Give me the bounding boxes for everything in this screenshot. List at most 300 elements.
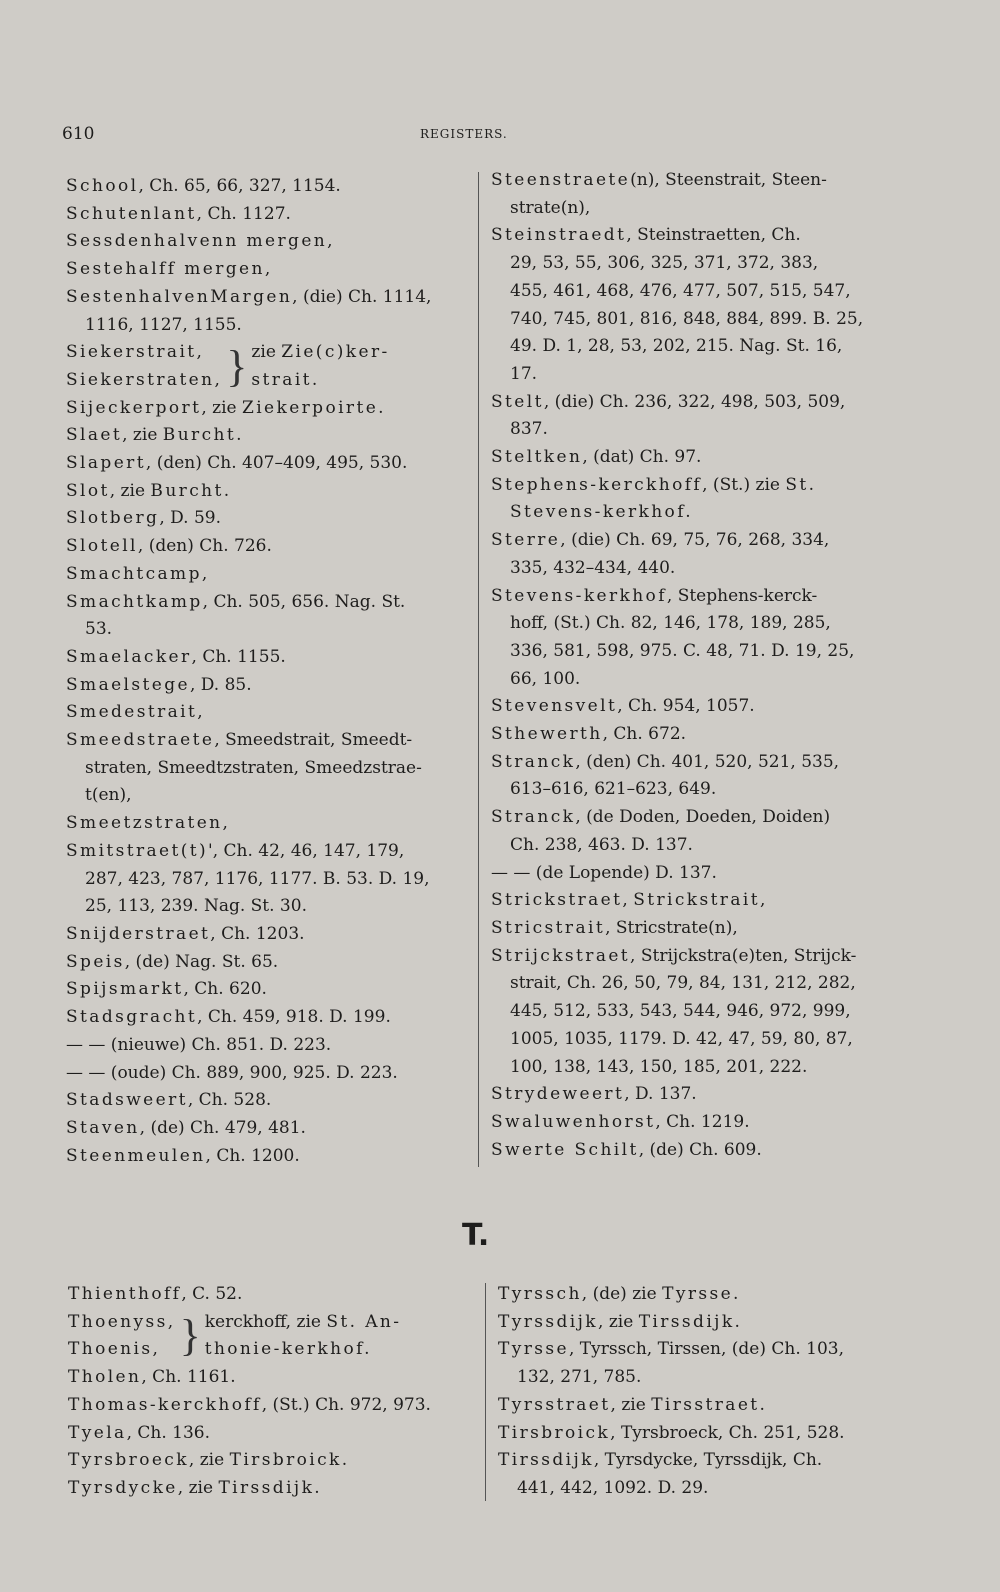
index-entry (66, 561, 461, 589)
entry-text: hoff, (St.) Ch. 82, 146, 178, 189, 285, (510, 613, 831, 634)
entry-line (66, 533, 461, 561)
index-entry (491, 860, 891, 888)
index-entry (498, 1281, 893, 1309)
entry-line (491, 361, 891, 389)
entry-text: 100, 138, 143, 150, 185, 201, 222. (510, 1056, 808, 1077)
headword: Stranck (491, 807, 576, 828)
entry-text: , zie (598, 1311, 639, 1332)
entry-text: , Ch. 1219. (655, 1111, 750, 1132)
headword: Siekerstraten, (66, 369, 223, 390)
entry-text: , D. 59. (159, 508, 221, 529)
entry-text: 17. (510, 363, 538, 384)
entry-text: 441, 442, 1092. D. 29. (517, 1477, 709, 1498)
entry-text: , (die) Ch. 69, 75, 76, 268, 334, (560, 530, 830, 551)
index-entry (491, 472, 891, 527)
headword: Tirsstraet. (651, 1394, 768, 1415)
entry-line (66, 173, 461, 201)
headword: Tyrsstraet (498, 1394, 611, 1415)
index-entry (491, 1109, 891, 1137)
page-number: 610 (62, 124, 95, 144)
entry-text: , Ch. 136. (126, 1422, 211, 1443)
headword: Stevensvelt (491, 696, 618, 717)
entry-line (498, 1336, 893, 1364)
headword: Strydeweert (491, 1084, 625, 1105)
headword: Ziekerpoirte. (241, 397, 386, 418)
entry-line (66, 1143, 461, 1171)
entry-line (66, 782, 461, 810)
entry-text: 29, 53, 55, 306, 325, 371, 372, 383, (510, 253, 819, 274)
index-entry (491, 804, 891, 859)
brace-target (251, 339, 389, 394)
index-entry (66, 1060, 461, 1088)
index-entry (66, 1115, 461, 1143)
headword: Stadsweert (66, 1090, 188, 1111)
entry-line (68, 1420, 463, 1448)
entry-line (491, 527, 891, 555)
index-entry (66, 201, 461, 229)
index-entry (498, 1309, 893, 1337)
headword: Siekerstrait, (66, 342, 205, 363)
entry-text: kerckhoff, zie (204, 1311, 327, 1332)
entry-line (66, 422, 461, 450)
entry-line (491, 250, 891, 278)
entry-text: straten, Smeedtzstraten, Smeedzstrae- (85, 757, 422, 778)
entry-text: , zie (201, 397, 242, 418)
entry-text: 287, 423, 787, 1176, 1177. B. 53. D. 19, (85, 868, 430, 889)
entry-line (491, 389, 891, 417)
headword: Sterre (491, 530, 561, 551)
entry-text: , Ch. 954, 1057. (617, 696, 755, 717)
index-entry (491, 1081, 891, 1109)
entry-line (498, 1309, 893, 1337)
entry-text: , Stricstrate(n), (605, 917, 738, 938)
entry-text: , (759, 890, 766, 911)
index-entry (66, 450, 461, 478)
entry-text: 335, 432–434, 440. (510, 557, 676, 578)
entry-text: 1005, 1035, 1179. D. 42, 47, 59, 80, 87, (510, 1028, 853, 1049)
entry-line (66, 838, 461, 866)
headword: Burcht. (162, 425, 244, 446)
entry-text: , zie (109, 480, 151, 501)
entry-line (491, 970, 891, 998)
entry-text: , zie (177, 1477, 219, 1498)
entry-line (66, 976, 461, 1004)
headword: Slotell (66, 536, 138, 557)
entry-text: , (den) Ch. 726. (137, 536, 272, 557)
entry-line (66, 561, 461, 589)
headword: Smeedstraete (66, 730, 215, 751)
entry-text: 49. D. 1, 28, 53, 202, 215. Nag. St. 16, (510, 336, 843, 357)
index-entry (491, 389, 891, 444)
index-entry (66, 1143, 461, 1171)
index-entry (498, 1447, 893, 1502)
entry-text: , (St.) zie (702, 474, 786, 495)
index-entry (491, 915, 891, 943)
entry-line (66, 949, 461, 977)
entry-line (498, 1281, 893, 1309)
entry-line (498, 1392, 893, 1420)
index-entry (66, 921, 461, 949)
entry-text: , (de) Nag. St. 65. (124, 951, 279, 972)
index-entry (66, 838, 461, 921)
entry-text: strait, Ch. 26, 50, 79, 84, 131, 212, 282, (510, 973, 856, 994)
index-entry (66, 1087, 461, 1115)
entry-text: , (die) Ch. 236, 322, 498, 503, 509, (543, 391, 846, 412)
entry-line (66, 644, 461, 672)
headword: Tyrssdijk (498, 1311, 599, 1332)
entry-text: , D. 137. (624, 1084, 697, 1105)
entry-line (66, 866, 461, 894)
headword: Slaet (66, 425, 123, 446)
headword: Thomas-kerckhoff (68, 1394, 262, 1415)
entry-text: , (den) Ch. 407–409, 495, 530. (145, 453, 408, 474)
index-entry (66, 284, 461, 339)
entry-line (491, 472, 891, 500)
entry-text: , zie (610, 1394, 652, 1415)
entry-line (66, 810, 461, 838)
entry-text: , (die) Ch. 1114, (292, 286, 432, 307)
entry-line (491, 167, 891, 195)
entry-text: , C. 52. (181, 1284, 243, 1304)
entry-text: — — (de Lopende) D. 137. (491, 862, 717, 883)
entry-line (491, 222, 891, 250)
entry-line (251, 367, 389, 395)
headword: Thoenyss, (68, 1311, 176, 1332)
entry-text: 132, 271, 785. (517, 1367, 642, 1388)
entry-text: , Ch. 1127. (196, 203, 291, 224)
entry-line (491, 832, 891, 860)
entry-line (66, 505, 461, 533)
entry-line (491, 915, 891, 943)
headword: Stevens-kerkhof (491, 585, 667, 606)
entry-line (68, 1392, 463, 1420)
entry-text: 1116, 1127, 1155. (85, 314, 242, 335)
index-entry (66, 810, 461, 838)
entry-line (205, 1336, 402, 1364)
headword: Stevens-kerkhof. (510, 502, 694, 523)
headword: Stricstrait (491, 917, 606, 938)
entry-line (491, 1081, 891, 1109)
entry-text: — — (oude) Ch. 889, 900, 925. D. 223. (66, 1062, 398, 1083)
index-entry (68, 1309, 463, 1364)
index-column-s-right (491, 167, 891, 1164)
entry-line (491, 583, 891, 611)
entry-text: , (den) Ch. 401, 520, 521, 535, (575, 751, 840, 772)
entry-text: , Ch. 528. (187, 1090, 272, 1111)
index-entry (66, 644, 461, 672)
entry-line (66, 727, 461, 755)
headword: Schutenlant (66, 203, 197, 224)
entry-line (491, 306, 891, 334)
headword: Smachtkamp (66, 591, 203, 612)
headword: Slapert (66, 453, 146, 474)
headword: Spijsmarkt (66, 979, 184, 1000)
index-entry (66, 533, 461, 561)
entry-text: , Stephens-kerck- (666, 585, 818, 606)
headword: Swerte Schilt (491, 1139, 639, 1160)
entry-line (66, 201, 461, 229)
headword: School (66, 176, 139, 196)
entry-text: strate(n), (510, 197, 591, 218)
headword: Tirssdijk. (638, 1311, 743, 1332)
entry-text: , Steinstraetten, Ch. (626, 225, 801, 246)
entry-line (66, 284, 461, 312)
index-entry (66, 478, 461, 506)
entry-line (66, 589, 461, 617)
entry-line (66, 755, 461, 783)
entry-line (498, 1420, 893, 1448)
entry-text: , (197, 702, 203, 723)
entry-line (491, 776, 891, 804)
headword: thonie-kerkhof. (204, 1339, 372, 1360)
headword: Tyrsse (498, 1339, 569, 1360)
entry-line (491, 887, 891, 915)
entry-line (68, 1475, 463, 1503)
headword: Sthewerth (491, 724, 603, 745)
entry-text: 66, 100. (510, 668, 581, 689)
index-entry (498, 1420, 893, 1448)
entry-line (68, 1364, 463, 1392)
entry-text: , (dat) Ch. 97. (582, 447, 702, 468)
entry-line (66, 699, 461, 727)
brace-target (205, 1309, 402, 1364)
index-entry (66, 699, 461, 727)
entry-line (491, 721, 891, 749)
headword: Speis (66, 951, 125, 972)
index-entry (68, 1281, 463, 1309)
index-entry (66, 672, 461, 700)
index-entry (498, 1336, 893, 1391)
entry-text: , Ch. 459, 918. D. 199. (197, 1007, 391, 1028)
index-entry (491, 887, 891, 915)
entry-line (491, 749, 891, 777)
entry-line (491, 610, 891, 638)
entry-line (491, 1137, 891, 1165)
entry-text: , (de) Ch. 609. (638, 1139, 762, 1160)
entry-line (66, 672, 461, 700)
headword: Tyrsdycke (68, 1477, 178, 1498)
headword: Smitstraet(t) (66, 840, 209, 861)
headword: Thienthoff (68, 1284, 182, 1304)
brace-names (68, 1309, 176, 1364)
entry-line (205, 1309, 402, 1337)
index-entry (66, 339, 461, 394)
headword: Tyrsbroeck (68, 1450, 189, 1471)
headword: Tirssdijk. (218, 1477, 323, 1498)
index-entry (66, 1032, 461, 1060)
index-entry (491, 583, 891, 694)
entry-text: 455, 461, 468, 476, 477, 507, 515, 547, (510, 280, 851, 301)
running-head: REGISTERS. (420, 127, 508, 141)
column-divider (485, 1283, 486, 1501)
entry-line (66, 893, 461, 921)
index-entry (66, 256, 461, 284)
index-entry (66, 173, 461, 201)
index-entry (68, 1447, 463, 1475)
headword: Smaelacker (66, 646, 192, 667)
index-entry (491, 693, 891, 721)
entry-text: t(en), (85, 785, 132, 806)
entry-text: , Ch. 1203. (210, 923, 305, 944)
headword: Tirsbroick. (229, 1450, 350, 1471)
entry-line (66, 1087, 461, 1115)
entry-line (491, 1026, 891, 1054)
headword: Tyrssch (498, 1284, 582, 1304)
entry-text: , Smeedstrait, Smeedt- (214, 730, 413, 751)
headword: Steinstraedt (491, 225, 627, 246)
index-entry (68, 1364, 463, 1392)
headword: Swaluwenhorst (491, 1111, 656, 1132)
entry-text: 445, 512, 533, 543, 544, 946, 972, 999, (510, 1001, 851, 1022)
entry-line (491, 1054, 891, 1082)
headword: Sessdenhalvenn mergen (66, 231, 328, 252)
entry-line (491, 804, 891, 832)
index-entry (68, 1475, 463, 1503)
headword: Smachtcamp (66, 563, 202, 584)
entry-text: — — (nieuwe) Ch. 851. D. 223. (66, 1034, 332, 1055)
headword: Stephens-kerckhoff (491, 474, 703, 495)
index-entry (491, 222, 891, 388)
index-entry (68, 1420, 463, 1448)
entry-text: ', Ch. 42, 46, 147, 179, (208, 840, 405, 861)
index-entry (491, 749, 891, 804)
headword: Strickstrait (633, 890, 760, 911)
headword: Smeetzstraten (66, 813, 223, 834)
entry-line (491, 666, 891, 694)
index-entry (66, 228, 461, 256)
headword: Steltken (491, 447, 583, 468)
headword: Stadsgracht (66, 1007, 198, 1028)
entry-line (491, 555, 891, 583)
index-entry (66, 727, 461, 810)
entry-text: , (de Doden, Doeden, Doiden) (575, 807, 831, 828)
entry-line (66, 450, 461, 478)
headword: Stranck (491, 751, 576, 772)
headword: Smedestrait (66, 702, 198, 723)
curly-brace: } (179, 1311, 201, 1361)
entry-text: , Ch. 1155. (191, 646, 286, 667)
entry-text: , D. 85. (189, 674, 252, 695)
headword: Tirsbroick (498, 1422, 611, 1443)
index-entry (491, 444, 891, 472)
entry-line (498, 1447, 893, 1475)
entry-text: 613–616, 621–623, 649. (510, 779, 717, 800)
entry-text: , Tyrssch, Tirssen, (de) Ch. 103, (568, 1339, 844, 1360)
entry-line (498, 1475, 893, 1503)
entry-line (491, 499, 891, 527)
column-divider (478, 172, 479, 1167)
headword: Thoenis, (68, 1339, 161, 1360)
entry-text: , (de) Ch. 479, 481. (139, 1117, 306, 1138)
headword: Sijeckerport (66, 397, 202, 418)
section-letter-t: T. (462, 1218, 490, 1253)
headword: Slot (66, 480, 110, 501)
entry-line (66, 1060, 461, 1088)
entry-line (66, 1115, 461, 1143)
entry-line (66, 228, 461, 256)
index-entry (66, 976, 461, 1004)
headword: Strijckstraet (491, 945, 631, 966)
index-column-t-right (498, 1281, 893, 1503)
entry-text: 25, 113, 239. Nag. St. 30. (85, 896, 307, 917)
headword: Tyela (68, 1422, 127, 1443)
entry-text: , (327, 231, 333, 252)
entry-line (66, 256, 461, 284)
entry-text: , zie (122, 425, 163, 446)
entry-text: zie (251, 342, 282, 363)
entry-text: , Ch. 505, 656. Nag. St. (202, 591, 406, 612)
index-entry (68, 1392, 463, 1420)
index-entry (491, 1137, 891, 1165)
index-entry (66, 589, 461, 644)
index-entry (66, 505, 461, 533)
index-entry (66, 422, 461, 450)
entry-text: 336, 581, 598, 975. C. 48, 71. D. 19, 25, (510, 640, 855, 661)
entry-text: , Tyrsdycke, Tyrssdijk, Ch. (593, 1450, 823, 1471)
entry-line (66, 921, 461, 949)
entry-line (491, 1109, 891, 1137)
entry-text: , (de) zie (581, 1284, 663, 1304)
entry-line (251, 339, 389, 367)
index-entry (66, 949, 461, 977)
headword: Zie(c)ker- (281, 342, 390, 363)
headword: Snijderstraet (66, 923, 211, 944)
headword: Stelt (491, 391, 544, 412)
entry-line (66, 1032, 461, 1060)
index-entry (491, 167, 891, 222)
entry-text: 837. (510, 419, 548, 440)
entry-text: (n), Steenstrait, Steen- (630, 170, 827, 190)
entry-line (491, 943, 891, 971)
entry-line (491, 333, 891, 361)
brace-names (66, 339, 222, 394)
entry-line (68, 1447, 463, 1475)
entry-line (491, 195, 891, 223)
entry-text: , Ch. 65, 66, 327, 1154. (138, 176, 341, 196)
brace-group (66, 339, 461, 394)
entry-line (66, 616, 461, 644)
entry-line (68, 1281, 463, 1309)
entry-text: , Ch. 672. (602, 724, 687, 745)
headword: Steenmeulen (66, 1145, 206, 1166)
entry-line (491, 416, 891, 444)
entry-text: , Ch. 1200. (205, 1145, 300, 1166)
entry-text: , Ch. 1161. (141, 1367, 236, 1388)
entry-line (491, 444, 891, 472)
index-entry (66, 395, 461, 423)
entry-text: , (222, 813, 228, 834)
entry-line (498, 1364, 893, 1392)
headword: SestenhalvenMargen (66, 286, 293, 307)
headword: Sestehalff mergen (66, 259, 265, 280)
entry-line (491, 998, 891, 1026)
entry-text: , (264, 259, 271, 280)
headword: Staven (66, 1117, 140, 1138)
entry-text: , (201, 563, 208, 584)
index-entry (491, 943, 891, 1082)
headword: strait. (251, 369, 320, 390)
headword: Strickstraet (491, 890, 623, 911)
index-entry (66, 1004, 461, 1032)
headword: St. (785, 474, 817, 495)
entry-line (491, 278, 891, 306)
entry-text: , (622, 890, 634, 911)
headword: St. An- (326, 1311, 402, 1332)
index-entry (491, 527, 891, 582)
entry-text: , Strijckstra(e)ten, Strijck- (630, 945, 857, 966)
headword: Tyrsse. (662, 1284, 741, 1304)
entry-text: 740, 745, 801, 816, 848, 884, 899. B. 25, (510, 308, 864, 329)
